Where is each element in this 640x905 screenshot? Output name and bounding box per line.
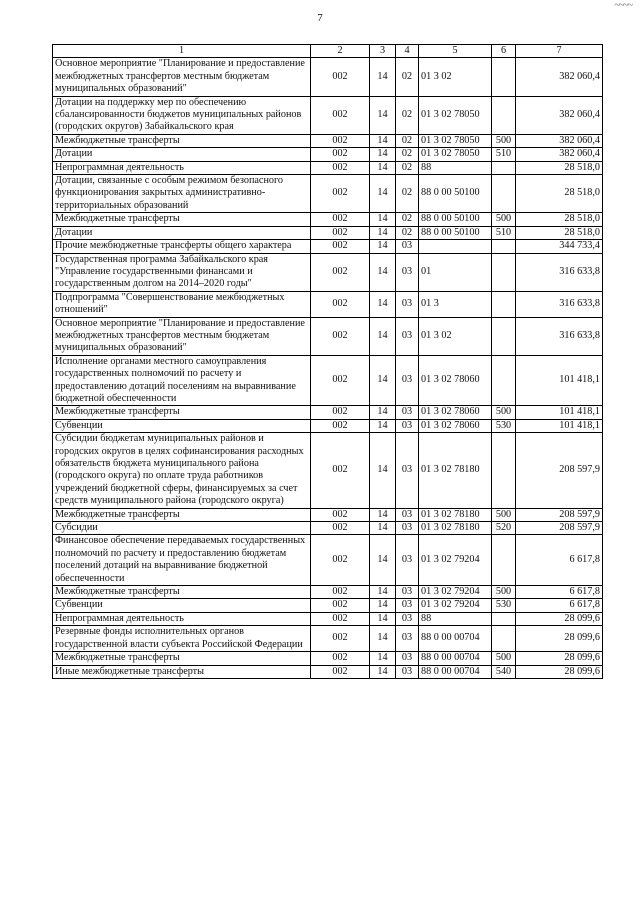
table-row [53, 291, 603, 317]
expense-type-cell [492, 240, 516, 253]
ministry-code-cell: 002 [311, 355, 370, 406]
table-row [53, 134, 603, 147]
target-code-cell: 01 3 02 78180 [419, 508, 492, 521]
ministry-code-cell: 002 [311, 134, 370, 147]
ministry-code-cell: 002 [311, 161, 370, 174]
row-name-cell: Дотации, связанные с особым режимом безопасного функционирования закрытых административно-территориальных образований [53, 175, 311, 213]
target-code-cell: 88 0 00 50100 [419, 213, 492, 226]
target-code-cell: 01 3 02 78180 [419, 433, 492, 508]
amount-cell: 208 597,9 [516, 522, 603, 535]
subsection-code-cell: 03 [396, 612, 419, 625]
expense-type-cell: 510 [492, 226, 516, 239]
ministry-code-cell: 002 [311, 175, 370, 213]
section-code-cell: 14 [370, 253, 396, 291]
table-row [53, 355, 603, 406]
expense-type-cell: 500 [492, 213, 516, 226]
expense-type-cell: 500 [492, 134, 516, 147]
ministry-code-cell: 002 [311, 58, 370, 96]
subsection-code-cell: 02 [396, 134, 419, 147]
section-code-cell: 14 [370, 665, 396, 678]
amount-cell: 316 633,8 [516, 291, 603, 317]
subsection-code-cell: 03 [396, 652, 419, 665]
amount-cell: 208 597,9 [516, 433, 603, 508]
amount-cell: 6 617,8 [516, 535, 603, 586]
subsection-code-cell: 03 [396, 508, 419, 521]
target-code-cell: 01 3 02 79204 [419, 586, 492, 599]
expense-type-cell: 540 [492, 665, 516, 678]
table-row [53, 253, 603, 291]
expense-type-cell [492, 175, 516, 213]
target-code-cell: 01 [419, 253, 492, 291]
ministry-code-cell: 002 [311, 253, 370, 291]
expense-type-cell [492, 161, 516, 174]
table-row [53, 612, 603, 625]
expense-type-cell [492, 96, 516, 134]
row-name-cell: Подпрограмма "Совершенствование межбюджетных отношений" [53, 291, 311, 317]
table-row [53, 240, 603, 253]
row-name-cell: Непрограммная деятельность [53, 612, 311, 625]
subsection-code-cell: 03 [396, 253, 419, 291]
target-code-cell: 01 3 02 78050 [419, 96, 492, 134]
subsection-code-cell: 03 [396, 240, 419, 253]
target-code-cell: 88 0 00 00704 [419, 665, 492, 678]
target-code-cell: 01 3 02 78180 [419, 522, 492, 535]
expense-type-cell: 500 [492, 586, 516, 599]
section-code-cell: 14 [370, 599, 396, 612]
ministry-code-cell: 002 [311, 406, 370, 419]
expense-type-cell [492, 626, 516, 652]
target-code-cell: 01 3 02 79204 [419, 599, 492, 612]
amount-cell: 6 617,8 [516, 599, 603, 612]
expense-type-cell: 510 [492, 148, 516, 161]
subsection-code-cell: 03 [396, 665, 419, 678]
subsection-code-cell: 03 [396, 419, 419, 432]
amount-cell: 101 418,1 [516, 355, 603, 406]
section-code-cell: 14 [370, 213, 396, 226]
subsection-code-cell: 03 [396, 406, 419, 419]
row-name-cell: Субвенции [53, 599, 311, 612]
table-row [53, 406, 603, 419]
row-name-cell: Резервные фонды исполнительных органов государственной власти субъекта Российской Федерации [53, 626, 311, 652]
header-cell: 1 [53, 45, 311, 58]
expense-type-cell: 530 [492, 419, 516, 432]
row-name-cell: Финансовое обеспечение передаваемых государственных полномочий по расчету и предоставлению бюджетам поселений дотаций на выравнивание бюджетной обеспеченности [53, 535, 311, 586]
amount-cell: 316 633,8 [516, 317, 603, 355]
row-name-cell: Межбюджетные трансферты [53, 213, 311, 226]
table-row [53, 226, 603, 239]
amount-cell: 28 518,0 [516, 213, 603, 226]
target-code-cell: 01 3 02 78050 [419, 134, 492, 147]
amount-cell: 382 060,4 [516, 96, 603, 134]
header-cell: 4 [396, 45, 419, 58]
subsection-code-cell: 02 [396, 213, 419, 226]
section-code-cell: 14 [370, 612, 396, 625]
row-name-cell: Дотации [53, 148, 311, 161]
row-name-cell: Иные межбюджетные трансферты [53, 665, 311, 678]
amount-cell: 28 518,0 [516, 226, 603, 239]
header-cell: 2 [311, 45, 370, 58]
ministry-code-cell: 002 [311, 522, 370, 535]
target-code-cell: 88 0 00 00704 [419, 652, 492, 665]
section-code-cell: 14 [370, 175, 396, 213]
section-code-cell: 14 [370, 226, 396, 239]
amount-cell: 28 099,6 [516, 626, 603, 652]
table-row [53, 535, 603, 586]
amount-cell: 382 060,4 [516, 58, 603, 96]
amount-cell: 28 099,6 [516, 612, 603, 625]
expense-type-cell: 500 [492, 406, 516, 419]
section-code-cell: 14 [370, 535, 396, 586]
row-name-cell: Субсидии бюджетам муниципальных районов и городских округов в целях софинансирования расходных обязательств бюджета муниципального района (городского округа) по оплате труда работников учреждений бюджетной сферы, финансируемых за счет средств муниципального района (городского округа) [53, 433, 311, 508]
section-code-cell: 14 [370, 291, 396, 317]
target-code-cell: 01 3 02 78060 [419, 355, 492, 406]
expense-type-cell [492, 317, 516, 355]
subsection-code-cell: 03 [396, 433, 419, 508]
ministry-code-cell: 002 [311, 226, 370, 239]
ministry-code-cell: 002 [311, 317, 370, 355]
subsection-code-cell: 03 [396, 522, 419, 535]
header-row [53, 45, 603, 58]
section-code-cell: 14 [370, 134, 396, 147]
row-name-cell: Межбюджетные трансферты [53, 406, 311, 419]
ministry-code-cell: 002 [311, 240, 370, 253]
subsection-code-cell: 03 [396, 599, 419, 612]
section-code-cell: 14 [370, 508, 396, 521]
row-name-cell: Непрограммная деятельность [53, 161, 311, 174]
target-code-cell: 88 0 00 50100 [419, 226, 492, 239]
subsection-code-cell: 02 [396, 96, 419, 134]
table-body [53, 58, 603, 679]
section-code-cell: 14 [370, 652, 396, 665]
ministry-code-cell: 002 [311, 626, 370, 652]
amount-cell: 6 617,8 [516, 586, 603, 599]
expense-type-cell [492, 433, 516, 508]
header-cell: 6 [492, 45, 516, 58]
section-code-cell: 14 [370, 58, 396, 96]
subsection-code-cell: 02 [396, 175, 419, 213]
corner-mark: ~~~~ [614, 0, 632, 11]
ministry-code-cell: 002 [311, 665, 370, 678]
amount-cell: 344 733,4 [516, 240, 603, 253]
row-name-cell: Субвенции [53, 419, 311, 432]
target-code-cell: 01 3 02 78050 [419, 148, 492, 161]
amount-cell: 101 418,1 [516, 406, 603, 419]
subsection-code-cell: 03 [396, 626, 419, 652]
ministry-code-cell: 002 [311, 213, 370, 226]
amount-cell: 208 597,9 [516, 508, 603, 521]
section-code-cell: 14 [370, 161, 396, 174]
expense-type-cell: 520 [492, 522, 516, 535]
row-name-cell: Межбюджетные трансферты [53, 508, 311, 521]
table-row [53, 599, 603, 612]
table-row [53, 508, 603, 521]
amount-cell: 316 633,8 [516, 253, 603, 291]
section-code-cell: 14 [370, 626, 396, 652]
row-name-cell: Основное мероприятие "Планирование и предоставление межбюджетных трансфертов местным бюджетам муниципальных образований" [53, 317, 311, 355]
ministry-code-cell: 002 [311, 291, 370, 317]
section-code-cell: 14 [370, 433, 396, 508]
table-row [53, 652, 603, 665]
target-code-cell: 88 [419, 161, 492, 174]
table-row [53, 175, 603, 213]
amount-cell: 382 060,4 [516, 148, 603, 161]
table-row [53, 317, 603, 355]
table-row [53, 58, 603, 96]
section-code-cell: 14 [370, 406, 396, 419]
amount-cell: 101 418,1 [516, 419, 603, 432]
subsection-code-cell: 02 [396, 161, 419, 174]
row-name-cell: Дотации на поддержку мер по обеспечению сбалансированности бюджетов муниципальных районов (городских округов) Забайкальского края [53, 96, 311, 134]
expense-type-cell [492, 355, 516, 406]
header-cell: 5 [419, 45, 492, 58]
ministry-code-cell: 002 [311, 535, 370, 586]
target-code-cell: 88 0 00 00704 [419, 626, 492, 652]
section-code-cell: 14 [370, 355, 396, 406]
row-name-cell: Дотации [53, 226, 311, 239]
header-cell: 7 [516, 45, 603, 58]
expense-type-cell: 500 [492, 652, 516, 665]
table-row [53, 96, 603, 134]
section-code-cell: 14 [370, 522, 396, 535]
ministry-code-cell: 002 [311, 419, 370, 432]
ministry-code-cell: 002 [311, 586, 370, 599]
expense-type-cell [492, 253, 516, 291]
target-code-cell: 01 3 02 [419, 317, 492, 355]
table-row [53, 586, 603, 599]
table-row [53, 626, 603, 652]
section-code-cell: 14 [370, 419, 396, 432]
section-code-cell: 14 [370, 586, 396, 599]
expense-type-cell [492, 535, 516, 586]
subsection-code-cell: 02 [396, 226, 419, 239]
subsection-code-cell: 03 [396, 355, 419, 406]
row-name-cell: Межбюджетные трансферты [53, 586, 311, 599]
target-code-cell: 88 0 00 50100 [419, 175, 492, 213]
expense-type-cell: 500 [492, 508, 516, 521]
amount-cell: 28 099,6 [516, 665, 603, 678]
target-code-cell: 01 3 02 [419, 58, 492, 96]
section-code-cell: 14 [370, 317, 396, 355]
table-row [53, 665, 603, 678]
target-code-cell: 01 3 02 79204 [419, 535, 492, 586]
table-row [53, 213, 603, 226]
subsection-code-cell: 03 [396, 586, 419, 599]
table-row [53, 161, 603, 174]
target-code-cell: 01 3 02 78060 [419, 419, 492, 432]
expense-type-cell: 530 [492, 599, 516, 612]
section-code-cell: 14 [370, 148, 396, 161]
section-code-cell: 14 [370, 240, 396, 253]
header-cell: 3 [370, 45, 396, 58]
amount-cell: 28 518,0 [516, 175, 603, 213]
row-name-cell: Межбюджетные трансферты [53, 134, 311, 147]
amount-cell: 28 099,6 [516, 652, 603, 665]
subsection-code-cell: 03 [396, 291, 419, 317]
row-name-cell: Прочие межбюджетные трансферты общего характера [53, 240, 311, 253]
row-name-cell: Межбюджетные трансферты [53, 652, 311, 665]
table-row [53, 522, 603, 535]
expense-type-cell [492, 291, 516, 317]
expense-type-cell [492, 58, 516, 96]
subsection-code-cell: 02 [396, 58, 419, 96]
subsection-code-cell: 03 [396, 317, 419, 355]
row-name-cell: Основное мероприятие "Планирование и предоставление межбюджетных трансфертов местным бюджетам муниципальных образований" [53, 58, 311, 96]
subsection-code-cell: 02 [396, 148, 419, 161]
ministry-code-cell: 002 [311, 612, 370, 625]
table-row [53, 433, 603, 508]
ministry-code-cell: 002 [311, 96, 370, 134]
page-number: 7 [317, 12, 323, 24]
section-code-cell: 14 [370, 96, 396, 134]
target-code-cell [419, 240, 492, 253]
target-code-cell: 88 [419, 612, 492, 625]
amount-cell: 382 060,4 [516, 134, 603, 147]
ministry-code-cell: 002 [311, 433, 370, 508]
expense-type-cell [492, 612, 516, 625]
ministry-code-cell: 002 [311, 508, 370, 521]
table-row [53, 148, 603, 161]
row-name-cell: Исполнение органами местного самоуправления государственных полномочий по расчету и предоставлению дотаций поселениям на выравнивание бюджетной обеспеченности [53, 355, 311, 406]
ministry-code-cell: 002 [311, 599, 370, 612]
row-name-cell: Государственная программа Забайкальского края "Управление государственными финансами и государственным долгом на 2014–2020 годы" [53, 253, 311, 291]
target-code-cell: 01 3 02 78060 [419, 406, 492, 419]
ministry-code-cell: 002 [311, 652, 370, 665]
table-row [53, 419, 603, 432]
budget-table [52, 44, 603, 679]
target-code-cell: 01 3 [419, 291, 492, 317]
subsection-code-cell: 03 [396, 535, 419, 586]
ministry-code-cell: 002 [311, 148, 370, 161]
row-name-cell: Субсидии [53, 522, 311, 535]
amount-cell: 28 518,0 [516, 161, 603, 174]
